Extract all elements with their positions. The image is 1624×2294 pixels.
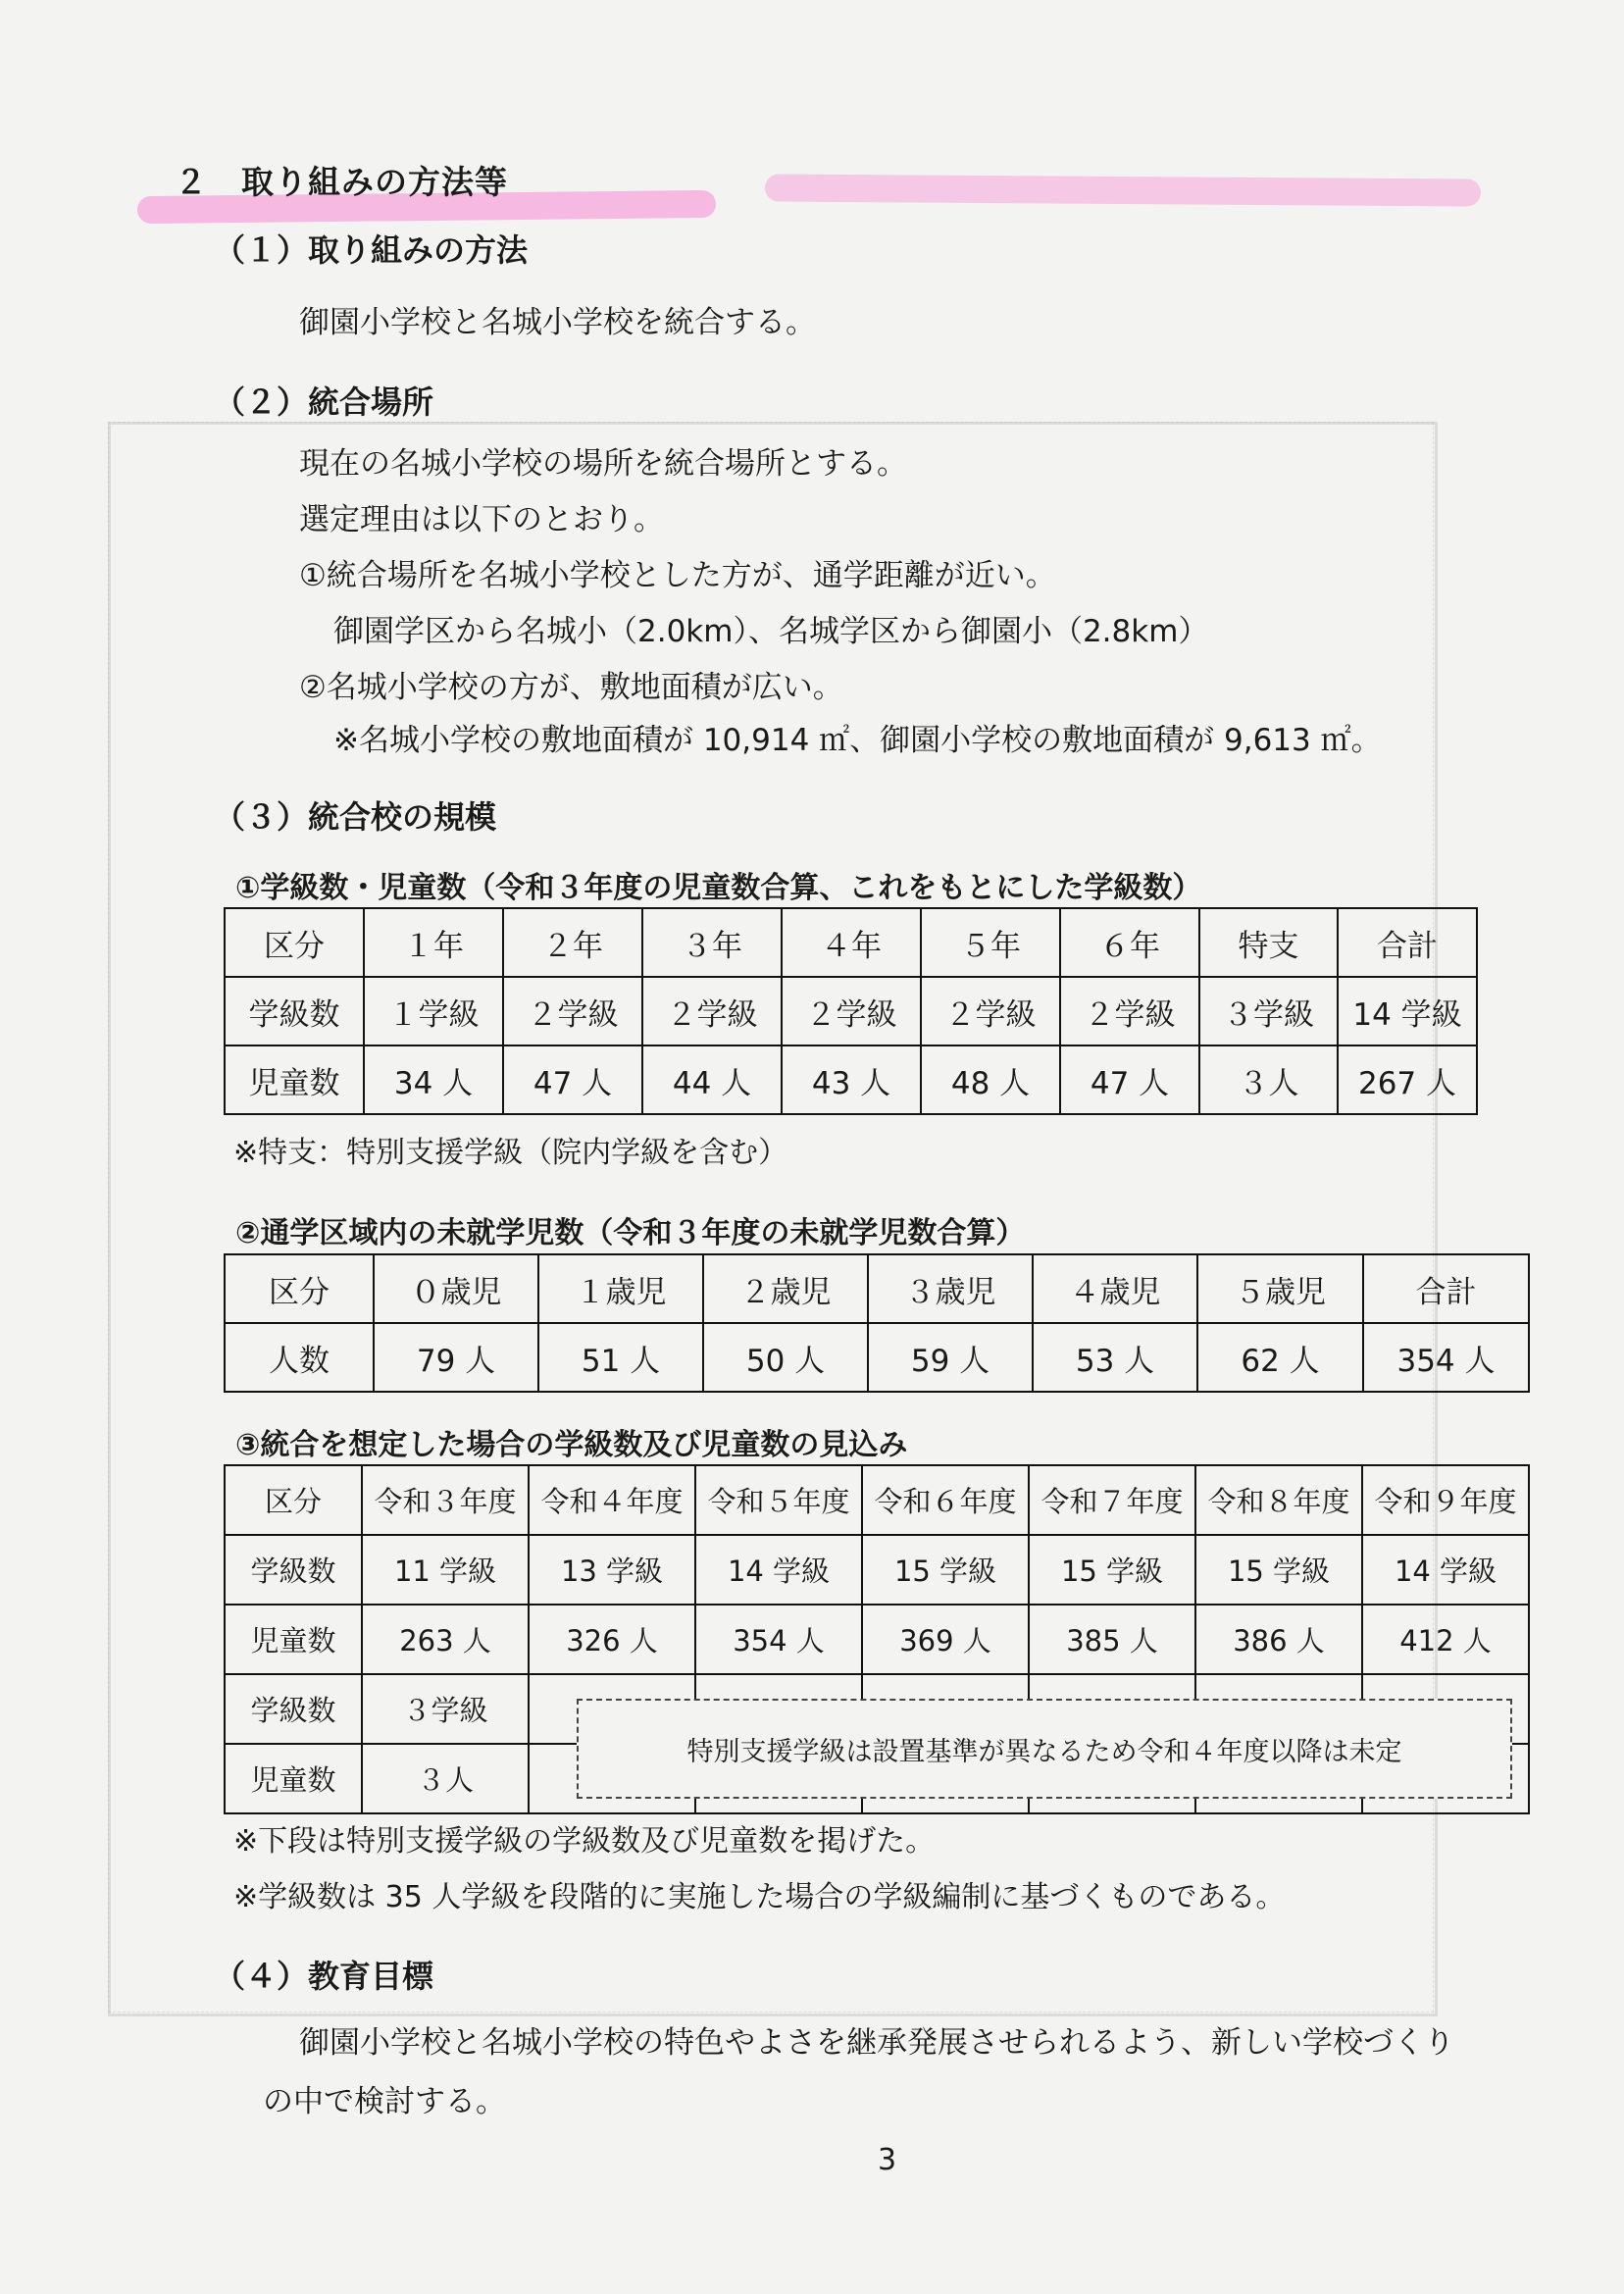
section-title: ２ 取り組みの方法等 [175,163,508,201]
table-cell: 34 人 [364,1045,503,1114]
table-cell: 14 学級 [1362,1535,1529,1605]
table-cell: 267 人 [1338,1045,1477,1114]
table-cell: 児童数 [225,1744,362,1813]
table-row [225,1323,1529,1392]
table-cell: 13 学級 [529,1535,695,1605]
table-cell: 特支 [1199,908,1338,977]
table-cell: 354 人 [695,1605,862,1674]
table-cell: 62 人 [1197,1323,1363,1392]
table-classes-students [224,907,1478,1115]
table-cell: 59 人 [868,1323,1033,1392]
table-preschool-children [224,1253,1530,1393]
table-cell: 令和７年度 [1029,1465,1195,1535]
table-cell: 326 人 [529,1605,695,1674]
table-cell: 令和５年度 [695,1465,862,1535]
table-cell: １歳児 [538,1254,703,1323]
table-cell: １学級 [364,977,503,1045]
table-cell: 44 人 [642,1045,782,1114]
table-cell: 369 人 [862,1605,1029,1674]
table-cell: 50 人 [703,1323,868,1392]
table-cell: 11 学級 [362,1535,529,1605]
table1-note: ※特支：特別支援学級（院内学級を含む） [233,1136,788,1170]
table-cell: ３人 [1199,1045,1338,1114]
special-class-callout-text: 特別支援学級は設置基準が異なるため令和４年度以降は未定 [686,1736,1402,1767]
table-cell: ３年 [642,908,782,977]
table-cell: 令和６年度 [862,1465,1029,1535]
table-cell: 47 人 [503,1045,642,1114]
table-cell: ４歳児 [1033,1254,1197,1323]
table-row [225,1605,1529,1674]
sub2-reason-2: ②名城小学校の方が、敷地面積が広い。 [299,670,843,705]
table-cell: 学級数 [225,1535,362,1605]
table-row [225,1535,1529,1605]
sub2-distance: 御園学区から名城小（2.0km）、名城学区から御園小（2.8km） [333,614,1209,649]
table-cell: ３学級 [1199,977,1338,1045]
table-cell: 令和８年度 [1195,1465,1362,1535]
table-cell: 385 人 [1029,1605,1195,1674]
table-cell: 79 人 [374,1323,538,1392]
table-cell: ２歳児 [703,1254,868,1323]
table-row [225,1045,1477,1114]
table-cell: ２学級 [503,977,642,1045]
table-cell: 児童数 [225,1045,364,1114]
table-cell: 412 人 [1362,1605,1529,1674]
table-cell: ２学級 [921,977,1060,1045]
table3-note-1: ※下段は特別支援学級の学級数及び児童数を掲げた。 [233,1824,936,1859]
table-cell: ３歳児 [868,1254,1033,1323]
table-cell: 15 学級 [1195,1535,1362,1605]
table-cell: 48 人 [921,1045,1060,1114]
sub2-reason-1: ①統合場所を名城小学校とした方が、通学距離が近い。 [299,558,1056,593]
table-cell: ５年 [921,908,1060,977]
table-cell: 区分 [225,1465,362,1535]
table-cell: ２学級 [642,977,782,1045]
table-cell: 263 人 [362,1605,529,1674]
page-number: 3 [878,2143,897,2177]
table-cell: 令和４年度 [529,1465,695,1535]
table-cell: ３人 [362,1744,529,1813]
sub4-line-1: 御園小学校と名城小学校の特色やよさを継承発展させられるよう、新しい学校づくり [299,2025,1454,2061]
table-cell: 47 人 [1060,1045,1199,1114]
table-cell: 令和３年度 [362,1465,529,1535]
table-cell: 386 人 [1195,1605,1362,1674]
sub1-heading: （１）取り組みの方法 [214,231,529,269]
table-cell: 学級数 [225,977,364,1045]
sub2-line-2: 選定理由は以下のとおり。 [299,502,664,537]
table-cell: 学級数 [225,1674,362,1744]
table-cell: 15 学級 [1029,1535,1195,1605]
sub2-area-note: ※名城小学校の敷地面積が 10,914 ㎡、御園小学校の敷地面積が 9,613 ㎡。 [333,723,1382,758]
table-row [225,1465,1529,1535]
table3-note-2: ※学級数は 35 人学級を段階的に実施した場合の学級編制に基づくものである。 [233,1880,1286,1914]
table-cell: 合計 [1338,908,1477,977]
table-cell: 15 学級 [862,1535,1029,1605]
table-row [225,977,1477,1045]
table-cell: 区分 [225,908,364,977]
table-cell: 人数 [225,1323,374,1392]
table-cell: 43 人 [782,1045,921,1114]
table-row [225,908,1477,977]
sub3-heading: （３）統合校の規模 [214,798,497,836]
table3-caption: ③統合を想定した場合の学級数及び児童数の見込み [235,1428,908,1462]
table-cell: 児童数 [225,1605,362,1674]
table-cell: 令和９年度 [1362,1465,1529,1535]
table-cell: ４年 [782,908,921,977]
table-cell: 14 学級 [1338,977,1477,1045]
table-cell: 14 学級 [695,1535,862,1605]
table-cell: ２学級 [782,977,921,1045]
table1-caption: ①学級数・児童数（令和３年度の児童数合算、これをもとにした学級数） [235,871,1202,905]
table-cell: １年 [364,908,503,977]
special-class-callout [577,1699,1512,1799]
sub4-heading: （４）教育目標 [214,1958,434,1995]
table-cell: ６年 [1060,908,1199,977]
sub1-body: 御園小学校と名城小学校を統合する。 [299,305,816,340]
table-cell: 53 人 [1033,1323,1197,1392]
table-cell: 51 人 [538,1323,703,1392]
table-cell: ２学級 [1060,977,1199,1045]
sub4-line-2: の中で検討する。 [263,2084,506,2119]
table-cell: ０歳児 [374,1254,538,1323]
table-row [225,1254,1529,1323]
table-cell: 区分 [225,1254,374,1323]
table-cell: 合計 [1363,1254,1529,1323]
table-cell: ５歳児 [1197,1254,1363,1323]
sub2-heading: （２）統合場所 [214,383,434,421]
table-cell: ２年 [503,908,642,977]
table2-caption: ②通学区域内の未就学児数（令和３年度の未就学児数合算） [235,1216,1026,1250]
highlighter-mark-right [765,174,1481,206]
table-cell: ３学級 [362,1674,529,1744]
sub2-line-1: 現在の名城小学校の場所を統合場所とする。 [299,446,907,482]
table-cell: 354 人 [1363,1323,1529,1392]
